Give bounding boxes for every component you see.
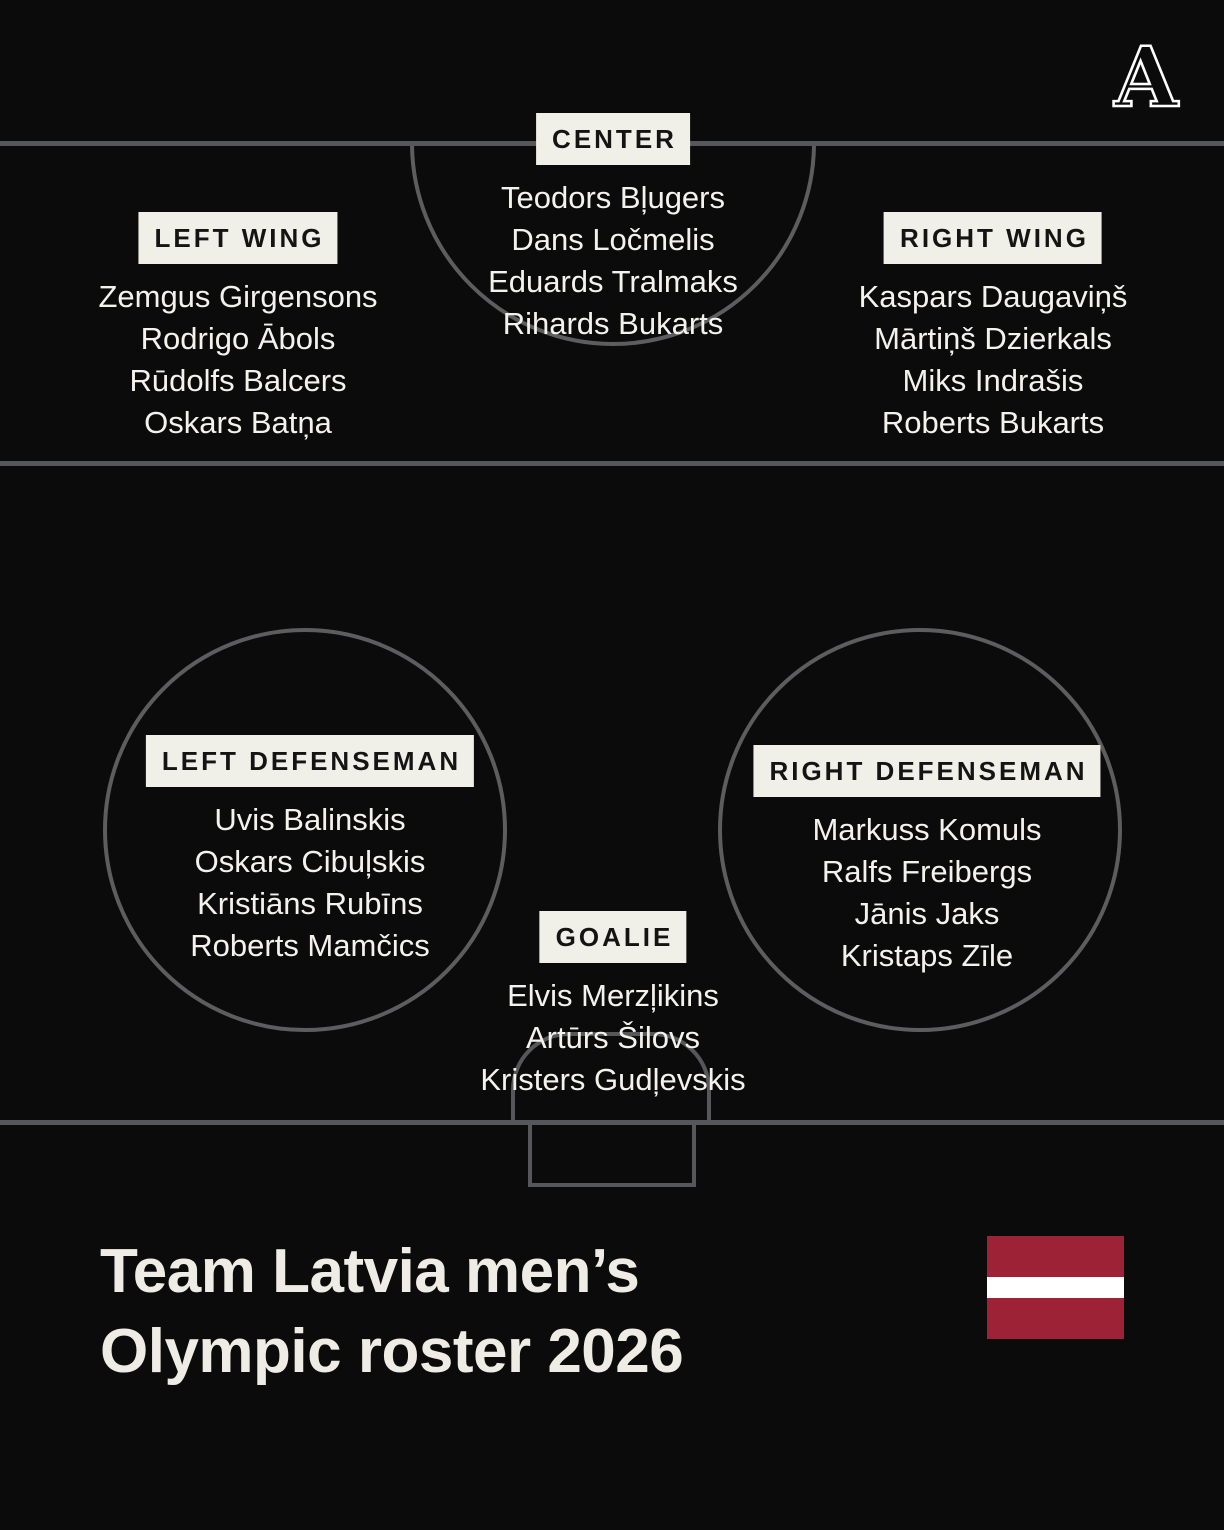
title-line-1: Team Latvia men’s [100, 1237, 640, 1306]
player-name: Oskars Batņa [144, 405, 332, 440]
player-name: Kristers Gudļevskis [480, 1062, 746, 1097]
latvia-flag [987, 1236, 1124, 1339]
player-name: Jānis Jaks [854, 896, 1000, 931]
position-label-left-defenseman: LEFT DEFENSEMAN [146, 735, 474, 787]
player-name: Oskars Cibuļskis [194, 844, 426, 879]
player-name: Rodrigo Ābols [140, 321, 336, 356]
title-line-2: Olympic roster 2026 [100, 1317, 684, 1386]
player-list-right-wing [859, 276, 1128, 444]
player-name: Elvis Merzļikins [507, 978, 719, 1013]
position-label-center: CENTER [536, 113, 690, 165]
player-name: Rihards Bukarts [502, 306, 724, 341]
player-name: Dans Ločmelis [511, 222, 715, 257]
page-title [100, 1232, 683, 1392]
flag-stripe-red [987, 1236, 1124, 1277]
player-name: Teodors Bļugers [500, 180, 726, 215]
player-name: Zemgus Girgensons [98, 279, 378, 314]
player-name: Kristaps Zīle [840, 938, 1014, 973]
athletic-logo-icon [1110, 40, 1182, 116]
position-group-center [488, 113, 738, 345]
player-name: Uvis Balinskis [214, 802, 406, 837]
player-list-left-wing [98, 276, 377, 444]
player-name: Roberts Bukarts [881, 405, 1105, 440]
position-label-right-defenseman: RIGHT DEFENSEMAN [753, 745, 1100, 797]
svg-text:A: A [1114, 40, 1178, 116]
player-list-goalie [480, 975, 745, 1101]
player-name: Miks Indrašis [902, 363, 1084, 398]
position-label-goalie: GOALIE [540, 911, 687, 963]
position-group-goalie [480, 911, 745, 1101]
position-group-right-wing [859, 212, 1128, 444]
player-name: Artūrs Šilovs [526, 1020, 700, 1055]
rink-blue-line [0, 461, 1224, 466]
flag-stripe-white [987, 1277, 1124, 1298]
player-name: Mārtiņš Dzierkals [874, 321, 1112, 356]
player-name: Roberts Mamčics [190, 928, 430, 963]
position-group-left-defenseman [146, 735, 474, 967]
player-list-right-defenseman [753, 809, 1100, 977]
player-name: Kristiāns Rubīns [197, 886, 423, 921]
player-list-center [488, 177, 738, 345]
player-name: Kaspars Daugaviņš [858, 279, 1128, 314]
player-name: Rūdolfs Balcers [129, 363, 347, 398]
position-group-left-wing [98, 212, 377, 444]
player-name: Markuss Komuls [812, 812, 1042, 847]
player-name: Ralfs Freibergs [821, 854, 1033, 889]
player-name: Eduards Tralmaks [488, 264, 738, 299]
position-label-left-wing: LEFT WING [139, 212, 338, 264]
goal-box [528, 1125, 696, 1187]
flag-stripe-red [987, 1298, 1124, 1339]
player-list-left-defenseman [146, 799, 474, 967]
position-group-right-defenseman [753, 745, 1100, 977]
position-label-right-wing: RIGHT WING [884, 212, 1102, 264]
